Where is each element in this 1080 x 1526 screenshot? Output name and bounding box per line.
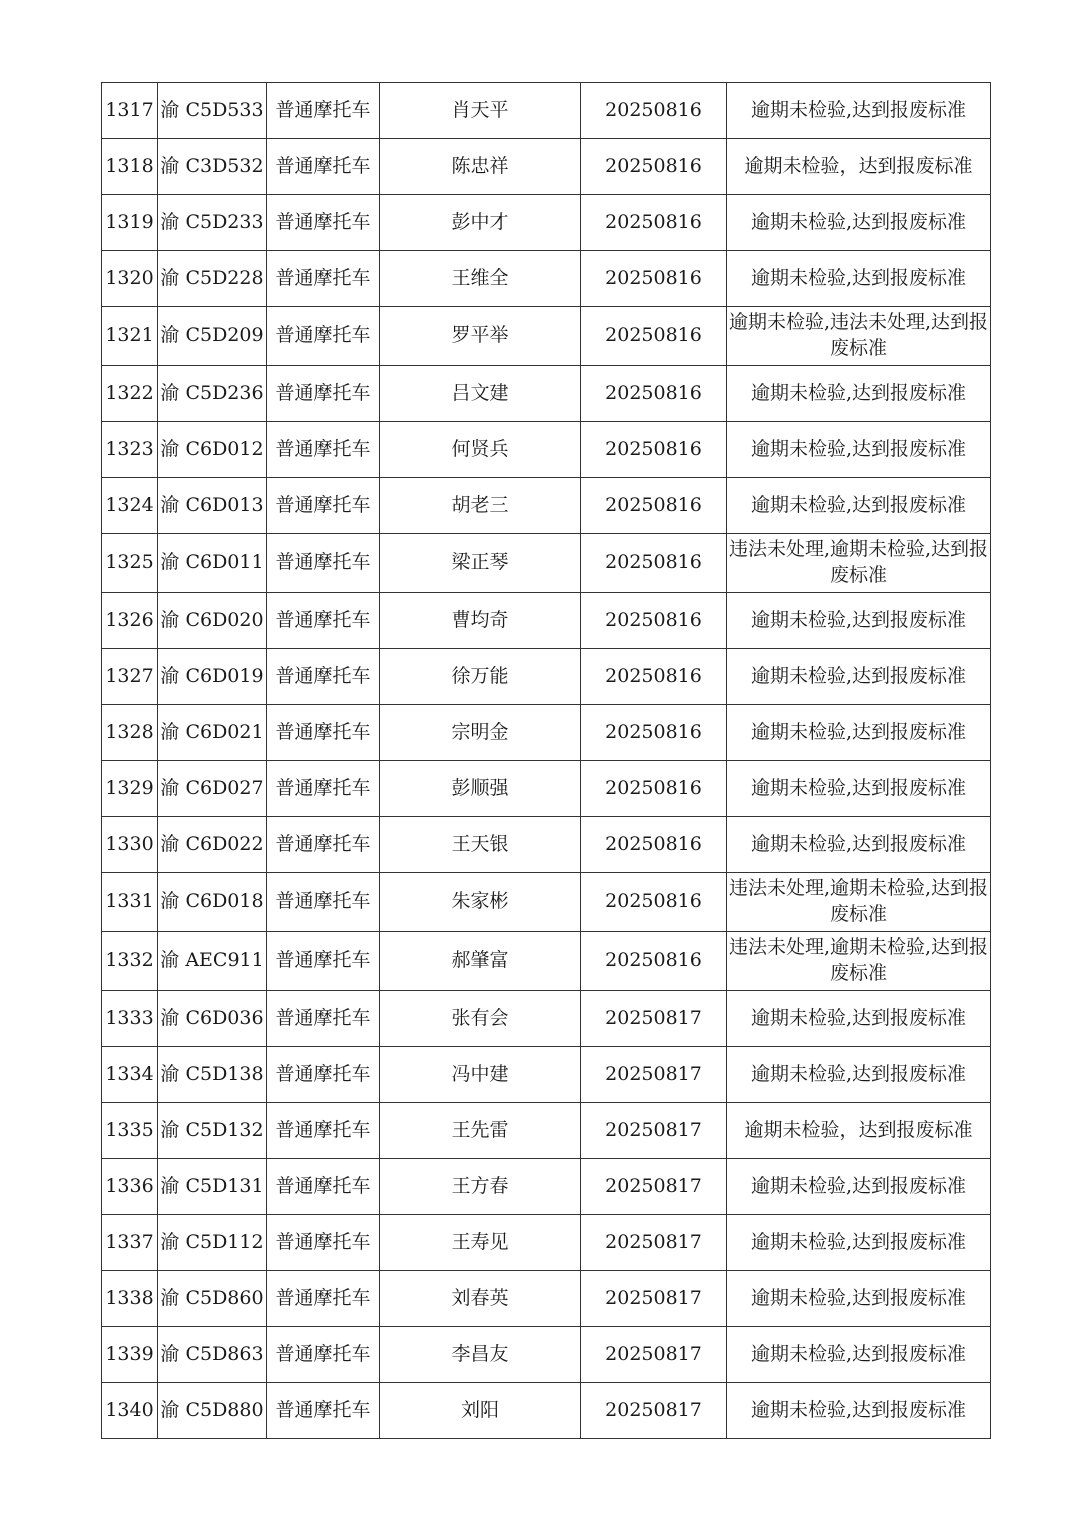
plate-number: 渝 C5D112 (158, 1215, 267, 1271)
row-number: 1317 (102, 83, 158, 139)
status-description: 逾期未检验,达到报废标准 (727, 705, 991, 761)
vehicle-type: 普通摩托车 (267, 534, 380, 593)
owner-name: 冯中建 (380, 1047, 581, 1103)
plate-number: 渝 C6D018 (158, 873, 267, 932)
row-number: 1322 (102, 366, 158, 422)
status-description: 逾期未检验,达到报废标准 (727, 251, 991, 307)
status-description: 逾期未检验,达到报废标准 (727, 1383, 991, 1439)
plate-number: 渝 AEC911 (158, 932, 267, 991)
table-row (102, 1271, 991, 1327)
vehicle-type: 普通摩托车 (267, 932, 380, 991)
plate-number: 渝 C6D022 (158, 817, 267, 873)
record-date: 20250817 (581, 1327, 727, 1383)
plate-number: 渝 C6D019 (158, 649, 267, 705)
record-date: 20250816 (581, 307, 727, 366)
owner-name: 吕文建 (380, 366, 581, 422)
plate-number: 渝 C5D209 (158, 307, 267, 366)
row-number: 1319 (102, 195, 158, 251)
vehicle-type: 普通摩托车 (267, 817, 380, 873)
vehicle-type: 普通摩托车 (267, 1383, 380, 1439)
table-row (102, 1327, 991, 1383)
vehicle-type: 普通摩托车 (267, 593, 380, 649)
row-number: 1324 (102, 478, 158, 534)
status-description: 逾期未检验，达到报废标准 (727, 1103, 991, 1159)
record-date: 20250816 (581, 649, 727, 705)
status-description: 违法未处理,逾期未检验,达到报废标准 (727, 534, 991, 593)
table-row (102, 534, 991, 593)
table-row (102, 307, 991, 366)
row-number: 1330 (102, 817, 158, 873)
vehicle-type: 普通摩托车 (267, 1159, 380, 1215)
vehicle-record-table (101, 82, 991, 1439)
owner-name: 罗平举 (380, 307, 581, 366)
record-date: 20250816 (581, 873, 727, 932)
plate-number: 渝 C6D027 (158, 761, 267, 817)
plate-number: 渝 C5D236 (158, 366, 267, 422)
table-row (102, 593, 991, 649)
status-description: 逾期未检验,达到报废标准 (727, 991, 991, 1047)
status-description: 逾期未检验,达到报废标准 (727, 83, 991, 139)
table-row (102, 932, 991, 991)
vehicle-type: 普通摩托车 (267, 1215, 380, 1271)
table-row (102, 478, 991, 534)
row-number: 1318 (102, 139, 158, 195)
owner-name: 胡老三 (380, 478, 581, 534)
owner-name: 陈忠祥 (380, 139, 581, 195)
vehicle-type: 普通摩托车 (267, 991, 380, 1047)
row-number: 1326 (102, 593, 158, 649)
record-date: 20250817 (581, 1215, 727, 1271)
record-date: 20250817 (581, 1047, 727, 1103)
vehicle-type: 普通摩托车 (267, 705, 380, 761)
owner-name: 王寿见 (380, 1215, 581, 1271)
owner-name: 彭顺强 (380, 761, 581, 817)
owner-name: 郝肇富 (380, 932, 581, 991)
table-row (102, 83, 991, 139)
status-description: 逾期未检验,达到报废标准 (727, 1215, 991, 1271)
row-number: 1336 (102, 1159, 158, 1215)
table-row (102, 366, 991, 422)
record-date: 20250816 (581, 705, 727, 761)
table-row (102, 761, 991, 817)
vehicle-type: 普通摩托车 (267, 873, 380, 932)
row-number: 1327 (102, 649, 158, 705)
row-number: 1332 (102, 932, 158, 991)
record-date: 20250817 (581, 991, 727, 1047)
status-description: 逾期未检验,违法未处理,达到报废标准 (727, 307, 991, 366)
table-row (102, 1103, 991, 1159)
row-number: 1331 (102, 873, 158, 932)
plate-number: 渝 C3D532 (158, 139, 267, 195)
vehicle-type: 普通摩托车 (267, 139, 380, 195)
owner-name: 曹均奇 (380, 593, 581, 649)
vehicle-type: 普通摩托车 (267, 649, 380, 705)
table-row (102, 1047, 991, 1103)
vehicle-type: 普通摩托车 (267, 83, 380, 139)
owner-name: 刘阳 (380, 1383, 581, 1439)
table-row (102, 873, 991, 932)
owner-name: 刘春英 (380, 1271, 581, 1327)
plate-number: 渝 C5D863 (158, 1327, 267, 1383)
table-row (102, 991, 991, 1047)
plate-number: 渝 C5D132 (158, 1103, 267, 1159)
record-date: 20250816 (581, 817, 727, 873)
record-date: 20250816 (581, 195, 727, 251)
owner-name: 宗明金 (380, 705, 581, 761)
vehicle-type: 普通摩托车 (267, 1103, 380, 1159)
status-description: 逾期未检验，达到报废标准 (727, 139, 991, 195)
record-date: 20250816 (581, 422, 727, 478)
plate-number: 渝 C6D036 (158, 991, 267, 1047)
plate-number: 渝 C5D880 (158, 1383, 267, 1439)
record-date: 20250817 (581, 1383, 727, 1439)
vehicle-type: 普通摩托车 (267, 307, 380, 366)
status-description: 逾期未检验,达到报废标准 (727, 422, 991, 478)
row-number: 1325 (102, 534, 158, 593)
record-date: 20250816 (581, 761, 727, 817)
table-row (102, 1383, 991, 1439)
status-description: 逾期未检验,达到报废标准 (727, 1047, 991, 1103)
record-date: 20250816 (581, 83, 727, 139)
owner-name: 朱家彬 (380, 873, 581, 932)
vehicle-type: 普通摩托车 (267, 1271, 380, 1327)
status-description: 逾期未检验,达到报废标准 (727, 1327, 991, 1383)
owner-name: 肖天平 (380, 83, 581, 139)
table-row (102, 1159, 991, 1215)
vehicle-type: 普通摩托车 (267, 366, 380, 422)
table-row (102, 195, 991, 251)
plate-number: 渝 C6D020 (158, 593, 267, 649)
plate-number: 渝 C6D012 (158, 422, 267, 478)
record-date: 20250817 (581, 1271, 727, 1327)
plate-number: 渝 C5D131 (158, 1159, 267, 1215)
record-date: 20250816 (581, 139, 727, 195)
status-description: 逾期未检验,达到报废标准 (727, 761, 991, 817)
row-number: 1338 (102, 1271, 158, 1327)
vehicle-type: 普通摩托车 (267, 1327, 380, 1383)
table-row (102, 705, 991, 761)
row-number: 1337 (102, 1215, 158, 1271)
owner-name: 王维全 (380, 251, 581, 307)
owner-name: 李昌友 (380, 1327, 581, 1383)
owner-name: 王方春 (380, 1159, 581, 1215)
row-number: 1320 (102, 251, 158, 307)
row-number: 1340 (102, 1383, 158, 1439)
status-description: 逾期未检验,达到报废标准 (727, 1271, 991, 1327)
plate-number: 渝 C5D533 (158, 83, 267, 139)
status-description: 逾期未检验,达到报废标准 (727, 817, 991, 873)
status-description: 违法未处理,逾期未检验,达到报废标准 (727, 873, 991, 932)
row-number: 1328 (102, 705, 158, 761)
table-row (102, 817, 991, 873)
row-number: 1334 (102, 1047, 158, 1103)
record-date: 20250816 (581, 478, 727, 534)
record-date: 20250816 (581, 366, 727, 422)
plate-number: 渝 C6D013 (158, 478, 267, 534)
vehicle-type: 普通摩托车 (267, 761, 380, 817)
record-date: 20250816 (581, 251, 727, 307)
owner-name: 徐万能 (380, 649, 581, 705)
vehicle-type: 普通摩托车 (267, 251, 380, 307)
vehicle-type: 普通摩托车 (267, 478, 380, 534)
status-description: 逾期未检验,达到报废标准 (727, 366, 991, 422)
record-date: 20250816 (581, 932, 727, 991)
row-number: 1321 (102, 307, 158, 366)
vehicle-type: 普通摩托车 (267, 195, 380, 251)
plate-number: 渝 C5D228 (158, 251, 267, 307)
plate-number: 渝 C6D021 (158, 705, 267, 761)
row-number: 1333 (102, 991, 158, 1047)
owner-name: 张有会 (380, 991, 581, 1047)
row-number: 1323 (102, 422, 158, 478)
owner-name: 梁正琴 (380, 534, 581, 593)
status-description: 逾期未检验,达到报废标准 (727, 1159, 991, 1215)
plate-number: 渝 C5D860 (158, 1271, 267, 1327)
row-number: 1335 (102, 1103, 158, 1159)
table-row (102, 422, 991, 478)
table-row (102, 251, 991, 307)
table-row (102, 139, 991, 195)
status-description: 违法未处理,逾期未检验,达到报废标准 (727, 932, 991, 991)
plate-number: 渝 C6D011 (158, 534, 267, 593)
status-description: 逾期未检验,达到报废标准 (727, 593, 991, 649)
status-description: 逾期未检验,达到报废标准 (727, 195, 991, 251)
record-date: 20250817 (581, 1159, 727, 1215)
vehicle-type: 普通摩托车 (267, 1047, 380, 1103)
table-body (102, 83, 991, 1439)
record-date: 20250816 (581, 534, 727, 593)
vehicle-type: 普通摩托车 (267, 422, 380, 478)
status-description: 逾期未检验,达到报废标准 (727, 649, 991, 705)
owner-name: 何贤兵 (380, 422, 581, 478)
owner-name: 王先雷 (380, 1103, 581, 1159)
owner-name: 王天银 (380, 817, 581, 873)
record-date: 20250816 (581, 593, 727, 649)
row-number: 1339 (102, 1327, 158, 1383)
table-row (102, 1215, 991, 1271)
row-number: 1329 (102, 761, 158, 817)
status-description: 逾期未检验,达到报废标准 (727, 478, 991, 534)
owner-name: 彭中才 (380, 195, 581, 251)
table-row (102, 649, 991, 705)
plate-number: 渝 C5D233 (158, 195, 267, 251)
plate-number: 渝 C5D138 (158, 1047, 267, 1103)
record-date: 20250817 (581, 1103, 727, 1159)
